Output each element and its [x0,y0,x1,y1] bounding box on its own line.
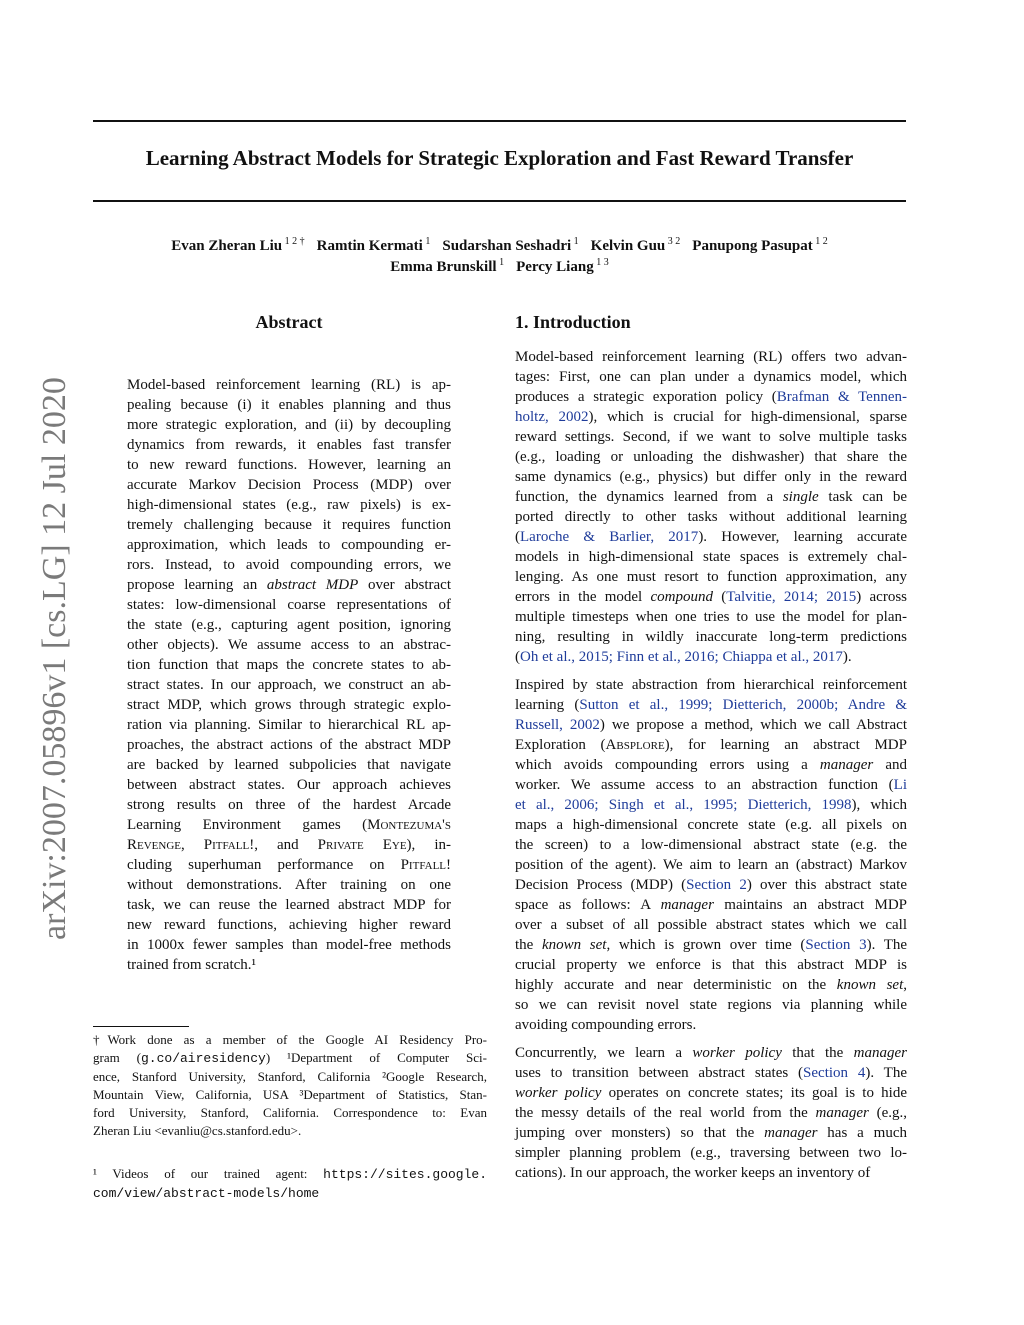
introduction-line: Exploration (Absplore), for learning an abstract MDP [515,737,907,753]
abstract-line: tremely challenging because it requires function [127,517,451,533]
abstract-line: in 1000x fewer samples than model-free methods [127,937,451,953]
abstract-line: Model-based reinforcement learning (RL) is ap- [127,377,451,393]
abstract-line: high-dimensional states (e.g., raw pixels) is ex- [127,497,451,513]
introduction-line: highly accurate and near deterministic on the known set, [515,977,908,993]
author-list-line-2 [93,257,906,276]
footnote-line: †Work done as a member of the Google AI Residency Pro- [93,1032,487,1047]
arxiv-identifier-stamp: arXiv:2007.05896v1 [cs.LG] 12 Jul 2020 [36,377,73,940]
author-affiliation-marker: 1 2 † [282,236,305,247]
author-affiliation-marker: 1 [422,236,431,247]
introduction-line: tages: First, one can plan under a dynamics model, which [515,369,907,385]
introduction-line: Russell, 2002) we propose a method, which we call Abstract [515,717,907,733]
introduction-line: position of the agent). We aim to learn an (abstract) Markov [515,857,907,873]
footnote-line: gram (g.co/airesidency) ¹Department of Computer Sci- [93,1050,487,1066]
abstract-line: approximation, which leads to compounding er- [127,537,451,553]
abstract-line: pealing because (i) it enables planning and thus [127,397,451,413]
introduction-line: multiple timesteps when one tries to use the model for plan- [515,609,907,625]
abstract-line: Revenge, Pitfall!, and Private Eye), in- [127,837,451,853]
abstract-line: stract states. In our approach, we construct an ab- [127,677,451,693]
author-affiliation-marker: 1 2 [812,236,828,247]
abstract-line: tion function that maps the concrete states to ab- [127,657,451,673]
introduction-line: same dynamics (e.g., physics) but differ only in the reward [515,469,907,485]
abstract-line: trained from scratch.¹ [127,957,257,973]
abstract-line: rors. Instead, to avoid compounding errors, we [127,557,451,573]
abstract-line: new reward functions, achieving higher reward [127,917,451,933]
introduction-body [515,347,907,1191]
title-bottom-rule [93,200,906,202]
footnote-line: ence, Stanford University, Stanford, California ²Google Research, [93,1069,487,1084]
abstract-line: the state (e.g., capturing agent position, ignoring [127,617,451,633]
introduction-line: crucial property we enforce is that this abstract MDP is [515,957,907,973]
introduction-line: cations). In our approach, the worker keeps an inventory of [515,1165,871,1181]
footnote-line: ¹ Videos of our trained agent: https://sites.google. [93,1166,487,1182]
author-name: Ramtin Kermati $^1$ [316,236,431,254]
abstract-line: ration via planning. Similar to hierarchical RL ap- [127,717,451,733]
introduction-line: models in high-dimensional state spaces is extremely chal- [515,549,907,565]
abstract-line: are backed by learned subpolicies that navigate [127,757,451,773]
abstract-line: cluding superhuman performance on Pitfall! [127,857,451,873]
video-link-footnote [93,1165,487,1203]
introduction-line: lenging. As one must resort to function approximation, any [515,569,907,585]
introduction-line: errors in the model compound (Talvitie, 2014; 2015) across [515,589,907,605]
title-top-rule [93,120,906,122]
abstract-line: without demonstrations. After training on one [127,877,451,893]
footnote-line: Zheran Liu <evanliu@cs.stanford.edu>. [93,1123,302,1138]
introduction-line: Model-based reinforcement learning (RL) offers two advan- [515,349,907,365]
introduction-line: Concurrently, we learn a worker policy that the manager [515,1045,907,1061]
abstract-line: task, we can reuse the learned abstract MDP for [127,897,451,913]
abstract-line: propose learning an abstract MDP over abstract [127,577,452,593]
abstract-line: more strategic exploration, and (ii) by decoupling [127,417,451,433]
abstract-line: strong results on three of the hardest Arcade [127,797,451,813]
introduction-line: Inspired by state abstraction from hierarchical reinforcement [515,677,907,693]
author-affiliation-marker: 1 3 [593,257,609,268]
introduction-line: ning, resulting in wildly inaccurate long-term predictions [515,629,907,645]
author-name: Emma Brunskill $^1$ [390,257,505,275]
footnote-line: ford University, Stanford, California. Correspondence to: Evan [93,1105,487,1120]
introduction-line: avoiding compounding errors. [515,1017,697,1033]
affiliation-footnote [93,1031,487,1140]
abstract-line: accurate Markov Decision Process (MDP) over [127,477,451,493]
author-list-line-1 [93,236,906,255]
introduction-line: the known set, which is grown over time (Section 3). The [515,937,908,953]
introduction-line: worker policy operates on concrete states; its goal is to hide [515,1085,907,1101]
footnote-separator [93,1026,189,1027]
abstract-line: states: low-dimensional coarse representations of [127,597,451,613]
author-name: Evan Zheran Liu $^{1 2 \dagger}$ [171,236,305,254]
introduction-line: et al., 2006; Singh et al., 1995; Dietterich, 1998), which [515,797,907,813]
author-name: Panupong Pasupat $^{1 2}$ [692,236,828,254]
introduction-line: learning (Sutton et al., 1999; Dietterich, 2000b; Andre & [515,697,908,713]
abstract-body [127,375,451,975]
introduction-line: Decision Process (MDP) (Section 2) over this abstract state [515,877,907,893]
abstract-line: stract MDP, which grows through strategic explo- [127,697,451,713]
abstract-line: other objects). We assume access to an abstrac- [127,637,451,653]
introduction-line: (Oh et al., 2015; Finn et al., 2016; Chiappa et al., 2017). [515,649,852,665]
introduction-line: which avoids compounding errors using a manager and [515,757,907,773]
introduction-paragraph [515,347,907,667]
introduction-line: over a subset of all possible abstract states which we call [515,917,907,933]
abstract-heading: Abstract [255,312,323,332]
introduction-line: the messy details of the real world from the manager (e.g., [515,1105,907,1121]
introduction-line: (e.g., loading or unloading the dishwasher) that share the [515,449,907,465]
introduction-line: reward settings. Second, if we want to solve multiple tasks [515,429,907,445]
abstract-line: proaches, the abstract actions of the abstract MDP [127,737,451,753]
paper-title: Learning Abstract Models for Strategic Exploration and Fast Reward Transfer [145,146,854,170]
footnote-line: com/view/abstract-models/home [93,1186,320,1201]
introduction-line: function, the dynamics learned from a single task can be [515,489,907,505]
author-affiliation-marker: 1 [496,257,505,268]
introduction-line: worker. We assume access to an abstraction function (Li [515,777,907,793]
abstract-line: dynamics from rewards, it enables fast transfer [127,437,451,453]
author-name: Sudarshan Seshadri $^1$ [442,236,579,254]
author-name: Percy Liang $^{1 3}$ [516,257,609,275]
introduction-line: so we can revisit novel state regions via planning while [515,997,907,1013]
introduction-line: the screen) to a low-dimensional abstract state (e.g. the [515,837,907,853]
introduction-line: jumping over monsters) so that the manager has a much [515,1125,908,1141]
introduction-line: produces a strategic exporation policy (Brafman & Tennen- [515,389,907,405]
author-name: Kelvin Guu $^{3 2}$ [590,236,681,254]
introduction-paragraph [515,675,907,1035]
author-affiliation-marker: 1 [571,236,579,247]
introduction-line: holtz, 2002), which is crucial for high-dimensional, sparse [515,409,908,425]
introduction-paragraph [515,1043,907,1183]
introduction-line: uses to transition between abstract states (Section 4). The [515,1065,907,1081]
footnote-line: Mountain View, California, USA ³Department of Statistics, Stan- [93,1087,487,1102]
author-affiliation-marker: 3 2 [665,236,681,247]
introduction-line: space as follows: A manager maintains an abstract MDP [515,897,907,913]
abstract-line: Learning Environment games (Montezuma's [127,817,451,833]
introduction-heading: 1. Introduction [515,312,631,332]
introduction-line: simpler planning problem (e.g., traversing between two lo- [515,1145,907,1161]
introduction-line: (Laroche & Barlier, 2017). However, learning accurate [515,529,907,545]
abstract-line: to new reward functions. However, learning an [127,457,451,473]
introduction-line: ported directly to other tasks without additional learning [515,509,907,525]
abstract-line: between abstract states. Our approach achieves [127,777,451,793]
introduction-line: maps a high-dimensional concrete state (e.g. all pixels on [515,817,907,833]
